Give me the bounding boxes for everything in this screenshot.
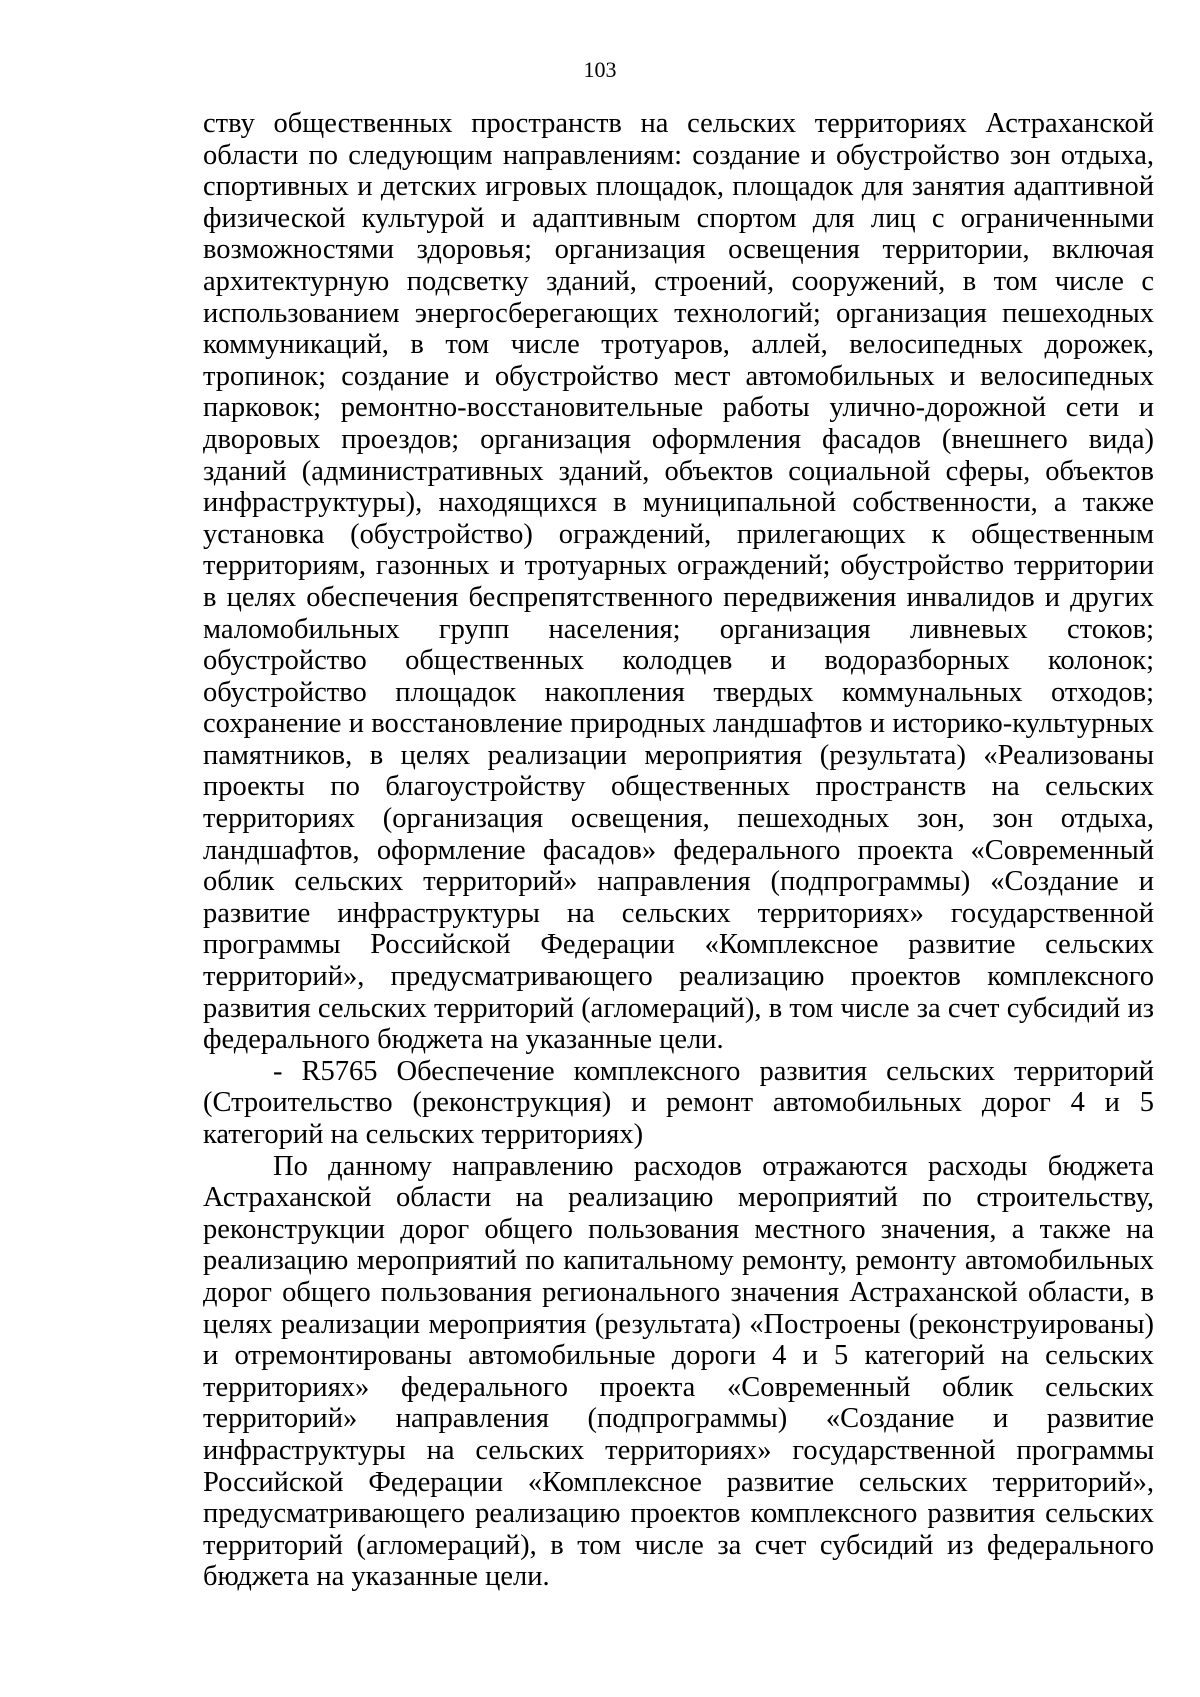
paragraph-continuation: ству общественных пространств на сельских территориях Астраханской области по следующим направлениям: создание и обустройство зон отдыха, спортивных и детских игровых площадок, площадок для занятия адаптивной физической культурой и адаптивным спортом для лиц с ограниченными возможностями здоровья; организация освещения территории, включая архитектурную подсветку зданий, строений, сооружений, в том числе с использованием энергосберегающих технологий; организация пешеходных коммуникаций, в том числе тротуаров, аллей, велосипедных дорожек, тропинок; создание и обустройство мест автомобильных и велосипедных парковок; ремонтно-восстановительные работы улично-дорожной сети и дворовых проездов; организация оформления фасадов (внешнего вида) зданий (административных зданий, объектов социальной сферы, объектов инфраструктуры), находящихся в муниципальной собственности, а также установка (обустройство) ограждений, прилегающих к общественным территориям, газонных и тротуарных ограждений; обустройство территории в целях обеспечения беспрепятственного передвижения инвалидов и других маломобильных групп населения; организация ливневых стоков; обустройство общественных колодцев и водоразборных колонок; обустройство площадок накопления твердых коммунальных отходов; сохранение и восстановление природных ландшафтов и историко-культурных памятников, в целях реализации мероприятия (результата) «Реализованы проекты по благоустройству общественных пространств на сельских территориях (организация освещения, пешеходных зон, зон отдыха, ландшафтов, оформление фасадов» федерального проекта «Современный облик сельских территорий» направления (подпрограммы) «Создание и развитие инфраструктуры на сельских территориях» государственной программы Российской Федерации «Комплексное развитие сельских территорий», предусматривающего реализацию проектов комплексного развития сельских территорий (агломераций), в том числе за счет субсидий из федерального бюджета на указанные цели. [203, 108, 1154, 1056]
paragraph-r5765-description: По данному направлению расходов отражаются расходы бюджета Астраханской области на реализацию мероприятий по строительству, реконструкции дорог общего пользования местного значения, а также на реализацию мероприятий по капитальному ремонту, ремонту автомобильных дорог общего пользования регионального значения Астраханской области, в целях реализации мероприятия (результата) «Построены (реконструированы) и отремонтированы автомобильные дороги 4 и 5 категорий на сельских территориях» федерального проекта «Современный облик сельских территорий» направления (подпрограммы) «Создание и развитие инфраструктуры на сельских территориях» государственной программы Российской Федерации «Комплексное развитие сельских территорий», предусматривающего реализацию проектов комплексного развития сельских территорий (агломераций), в том числе за счет субсидий из федерального бюджета на указанные цели. [203, 1150, 1154, 1593]
page-number: 103 [583, 57, 617, 82]
paragraph-r5765-heading: - R5765 Обеспечение комплексного развития сельских территорий (Строительство (реконструкция) и ремонт автомобильных дорог 4 и 5 категорий на сельских территориях) [203, 1055, 1154, 1150]
document-body [203, 108, 1154, 1593]
